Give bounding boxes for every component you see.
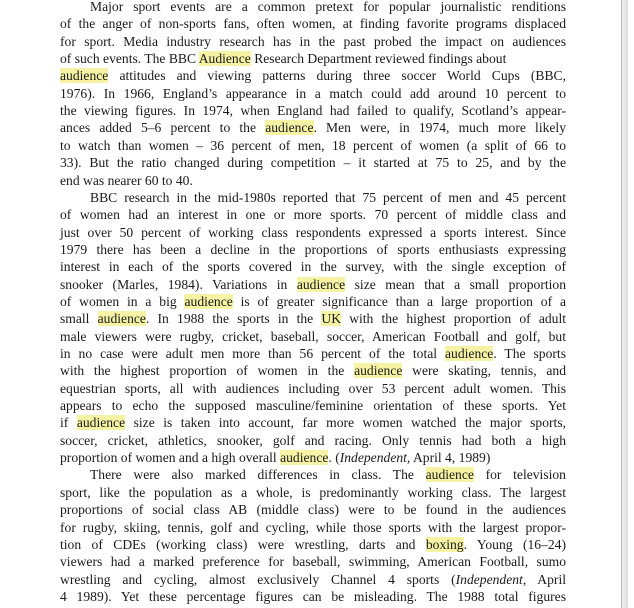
text-run: with the highest proportion of adult <box>341 311 567 327</box>
text-run: for sport. Media industry research has in the past probed the impact on audiences <box>60 33 566 49</box>
text-run: ances added 5–6 percent to the <box>60 120 266 136</box>
page-edge-border <box>621 0 622 608</box>
text-run: 4 1989). Yet these percentage figures can be misleading. The 1988 total figures <box>60 588 566 604</box>
text-run: Major sport events are a common pretext for popular journalistic renditions <box>90 0 566 14</box>
text-run: were skating, tennis, and <box>402 363 566 379</box>
text-line <box>60 501 566 519</box>
text-run: There were also marked differences in class. The <box>90 467 426 483</box>
text-run: for rugby, skiing, tennis, golf and cycling, while those sports with the largest propor- <box>60 519 566 535</box>
highlighted-term: audience <box>97 311 146 327</box>
text-run: 33). But the ratio changed during competition – it started at 75 to 25, and by the <box>60 155 566 171</box>
text-line <box>60 484 566 502</box>
highlighted-term: audience <box>445 346 494 361</box>
highlighted-term: audience <box>354 363 403 379</box>
highlighted-term: audience <box>425 467 474 483</box>
text-run: equestrian sports, all with audiences including over 53 percent adult women. This <box>60 380 566 396</box>
highlighted-term: UK <box>321 311 342 327</box>
italic-citation: Independent <box>455 571 523 587</box>
text-line <box>60 414 566 432</box>
text-line <box>90 189 566 207</box>
text-line <box>60 397 566 415</box>
text-run: size is taken into account, far more women watched the major sports, <box>125 415 567 431</box>
text-line <box>60 67 566 85</box>
text-run: , April <box>522 571 566 587</box>
text-run: snooker (Marles, 1984). Variations in <box>60 276 297 292</box>
highlighted-term: audience <box>184 293 233 309</box>
text-line <box>60 15 566 33</box>
text-line <box>60 571 566 589</box>
text-line <box>60 380 566 398</box>
text-run: attitudes and viewing patterns during three soccer World Cups (BBC, <box>108 68 566 84</box>
text-run: proportions of social class AB (middle class) were to be found in the audiences <box>60 502 566 518</box>
text-run: viewers had a marked preference for baseball, swimming, American Football, sumo <box>60 554 566 570</box>
text-line <box>60 310 566 328</box>
text-run: for television <box>473 467 566 483</box>
text-line <box>60 258 566 276</box>
text-run: appears to echo the supposed masculine/feminine orientation of these sports. Yet <box>60 398 566 414</box>
text-run: tion of CDEs (working class) were wrestling, darts and <box>60 536 426 552</box>
text-line <box>60 50 566 68</box>
text-run: . The sports <box>493 346 566 361</box>
text-run: . ( <box>328 450 340 466</box>
page-edge-shadow <box>622 0 628 608</box>
highlighted-term: Audience <box>198 51 251 67</box>
text-line <box>90 466 566 484</box>
text-run: just over 50 percent of working class respondents expressed a sports interest. Since <box>60 224 566 240</box>
text-run: BBC research in the mid-1980s reported that 75 percent of men and 45 percent <box>90 189 566 205</box>
text-line <box>60 449 566 467</box>
text-run: . In 1988 the sports in the <box>145 311 322 327</box>
highlighted-term: audience <box>280 450 329 466</box>
text-line <box>60 154 566 172</box>
text-run: . Young (16–24) <box>463 536 566 552</box>
text-line <box>60 224 566 242</box>
text-line <box>60 536 566 554</box>
text-line <box>60 519 566 537</box>
highlighted-term: audience <box>76 415 126 431</box>
text-line <box>60 206 566 224</box>
text-run: in no case were adult men more than 56 percent of the total <box>60 346 445 361</box>
text-line <box>60 293 566 311</box>
text-run: proportion of women and a high overall <box>60 450 281 466</box>
text-run: of such events. The BBC <box>60 51 199 67</box>
text-run: , April 4, 1989) <box>406 450 491 466</box>
text-run: of women in a big <box>60 293 185 309</box>
text-line <box>60 432 566 450</box>
highlighted-term: audience <box>265 120 314 136</box>
text-run: sport, like the population as a whole, is predominantly working class. The largest <box>60 484 566 500</box>
text-run: male viewers were rugby, cricket, baseball, soccer, American Football and golf, but <box>60 328 566 344</box>
text-run: Research Department reviewed findings about <box>250 51 507 67</box>
text-line <box>90 0 566 16</box>
text-run: size mean that a small proportion <box>345 276 566 292</box>
text-run: of women had an interest in one or more sports. 70 percent of middle class and <box>60 207 566 223</box>
text-run: with the highest proportion of women in the <box>60 363 355 379</box>
text-line <box>60 241 566 259</box>
text-run: interest in each of the sports covered in the survey, with the single exception of <box>60 259 566 275</box>
text-run: is of greater significance than a large proportion of a <box>232 293 567 309</box>
highlighted-term: boxing <box>425 536 464 552</box>
text-run: 1976). In 1966, England’s appearance in a match could add around 10 percent to <box>60 85 566 101</box>
italic-citation: Independent <box>339 450 407 466</box>
text-run: of the anger of non-sports fans, often women, at finding favorite programs displaced <box>60 16 566 32</box>
text-line <box>60 102 566 120</box>
text-line <box>60 588 566 606</box>
text-line <box>60 328 566 346</box>
text-line <box>60 276 566 294</box>
text-line <box>60 345 566 363</box>
highlighted-term: audience <box>296 276 346 292</box>
text-line <box>60 553 566 571</box>
text-run: small <box>60 311 98 327</box>
text-run: soccer, cricket, athletics, snooker, golf and racing. Only tennis had both a high <box>60 432 566 448</box>
text-line <box>60 137 566 155</box>
text-run: wrestling and cycling, almost exclusively Channel 4 sports ( <box>60 571 456 587</box>
highlighted-term: audience <box>60 68 109 84</box>
text-run: . Men were, in 1974, much more likely <box>313 120 566 136</box>
text-line <box>60 33 566 51</box>
text-run: end was nearer 60 to 40. <box>60 172 193 188</box>
text-line <box>60 362 566 380</box>
text-line <box>60 172 566 190</box>
text-run: if <box>60 415 77 431</box>
text-run: to watch than women – 36 percent of men, 18 percent of women (a split of 66 to <box>60 137 566 153</box>
text-run: the viewing figures. In 1974, when England had failed to qualify, Scotland’s appear- <box>60 103 566 119</box>
text-line <box>60 119 566 137</box>
text-line <box>60 85 566 103</box>
text-run: 1979 there has been a decline in the proportions of sports enthusiasts expressing <box>60 241 566 257</box>
